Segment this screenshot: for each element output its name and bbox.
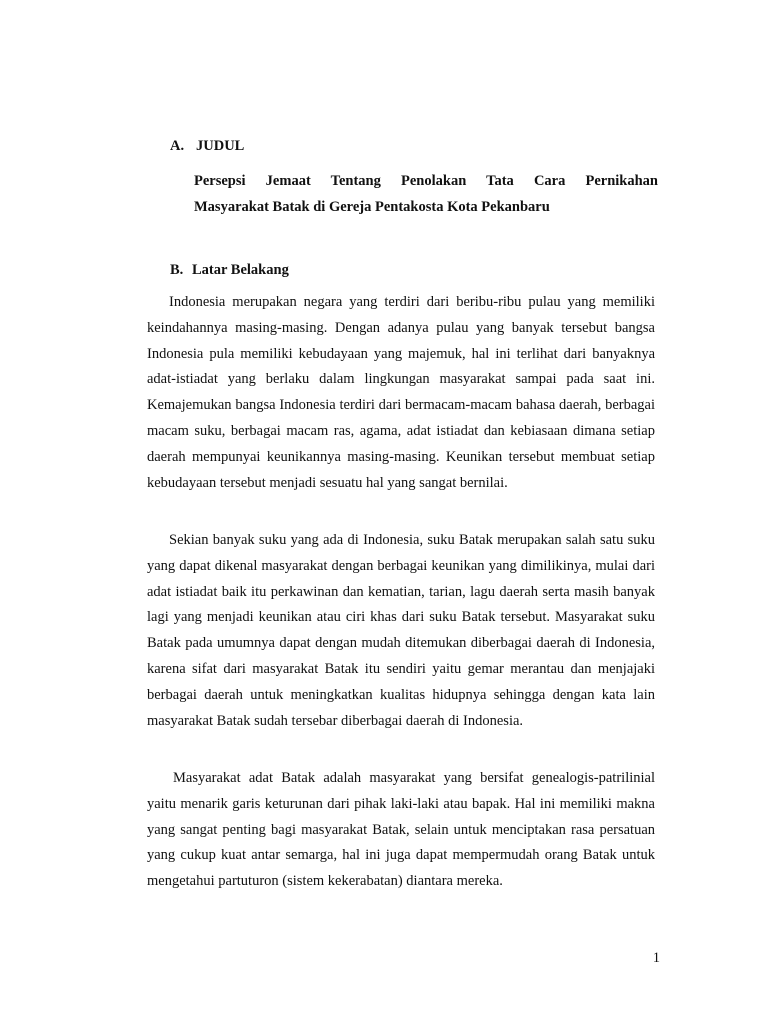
section-b-title: Latar Belakang (192, 262, 289, 278)
thesis-title-line-1: Persepsi Jemaat Tentang Penolakan Tata Cara Pernikahan (194, 173, 658, 189)
thesis-title-line-2: Masyarakat Batak di Gereja Pentakosta Kota Pekanbaru (194, 199, 550, 215)
paragraph-2: Sekian banyak suku yang ada di Indonesia, suku Batak merupakan salah satu suku yang dapat dikenal masyarakat dengan berbagai keunikan yang dimilikinya, mulai dari adat istiadat baik itu perkawinan dan kematian, tarian, lagu daerah serta masih banyak lagi yang menjadi keunikan atau ciri khas dari suku Batak tersebut. Masyarakat suku Batak pada umumnya dapat dengan mudah ditemukan diberbagai daerah di Indonesia, karena sifat dari masyarakat Batak itu sendiri yaitu gemar merantau dan menjajaki berbagai daerah untuk meningkatkan kualitas hidupnya sehingga dengan kata lain masyarakat Batak sudah tersebar diberbagai daerah di Indonesia. (147, 532, 655, 729)
thesis-title (194, 168, 658, 220)
section-a-heading (170, 138, 244, 155)
paragraph-3: Masyarakat adat Batak adalah masyarakat yang bersifat genealogis-patrilinial yaitu menarik garis keturunan dari pihak laki-laki atau bapak. Hal ini memiliki makna yang sangat penting bagi masyarakat Batak, selain untuk menciptakan rasa persatuan yang cukup kuat antar semarga, hal ini juga dapat mempermudah orang Batak untuk mengetahui partuturon (sistem kekerabatan) diantara mereka. (147, 770, 655, 890)
section-a-number: A. (170, 138, 185, 154)
section-a-title: JUDUL (196, 138, 245, 154)
paragraph-1: Indonesia merupakan negara yang terdiri dari beribu-ribu pulau yang memiliki keindahannya masing-masing. Dengan adanya pulau yang banyak tersebut bangsa Indonesia pula memiliki kebudayaan yang majemuk, hal ini terlihat dari banyaknya adat-istiadat yang berlaku dalam lingkungan masyarakat sampai pada saat ini. Kemajemukan bangsa Indonesia terdiri dari bermacam-macam bahasa daerah, berbagai macam suku, berbagai macam ras, agama, adat istiadat dan kebiasaan dimana setiap daerah mempunyai keunikannya masing-masing. Keunikan tersebut membuat setiap kebudayaan tersebut menjadi sesuatu hal yang sangat bernilai. (147, 294, 655, 491)
section-b-number: B. (170, 262, 184, 278)
section-b-heading (170, 262, 289, 279)
page-number: 1 (652, 950, 660, 966)
